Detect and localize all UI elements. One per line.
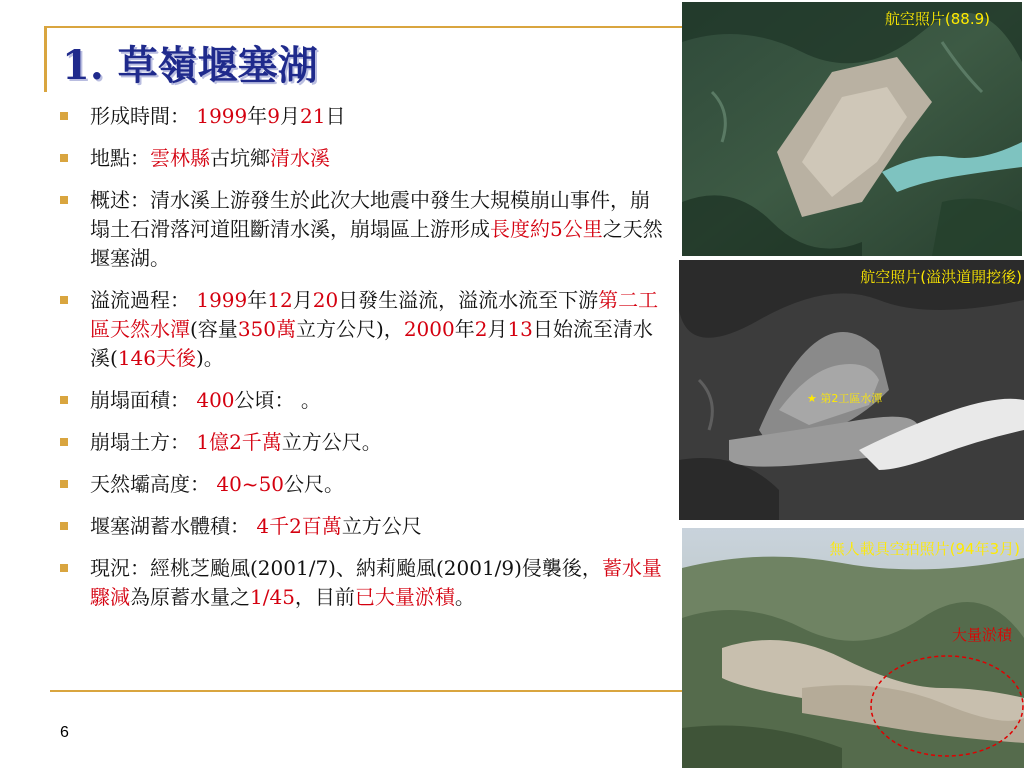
bullet-text: 形成時間： [90,104,197,128]
bullet-text: 現況：經桃芝颱風(2001/7)、納莉颱風(2001/9)侵襲後， [90,556,602,580]
highlight-text: 4千2百萬 [256,514,342,538]
aerial-photo-1999 [682,2,1022,256]
highlight-text: 350萬 [237,317,296,341]
bullet-square-icon [60,522,68,530]
bullet-text: 年 [247,104,268,128]
bullet-square-icon [60,296,68,304]
photo1-caption: 航空照片(88.9) [884,10,990,28]
highlight-text: 2 [474,317,488,341]
bullet-text: ，目前 [294,585,355,609]
bullet-text: 溢流過程： [90,288,197,312]
bullet-square-icon [60,438,68,446]
bullet-item [60,512,665,541]
bullet-item [60,386,665,415]
drone-photo-2005 [682,528,1024,768]
highlight-text: 雲林縣 [150,146,210,170]
bullet-text: 公尺。 [284,472,345,496]
highlight-text: 1/45 [250,585,295,609]
bullet-text: 月 [487,317,508,341]
bullet-item [60,554,665,612]
bullet-text: 古坑鄉 [210,146,270,170]
bullet-text: 為原蓄水量之 [130,585,250,609]
highlight-text: 1999 [196,104,248,128]
highlight-text: 1億2千萬 [196,430,282,454]
highlight-text: 第二工區天然水潭 [90,288,659,341]
bullet-list [60,102,665,625]
highlight-text: 2000 [403,317,455,341]
top-accent-line [44,26,684,28]
highlight-text: 13 [507,317,533,341]
bullet-text: 月 [292,288,313,312]
bullet-text: 地點： [90,146,150,170]
highlight-text: 12 [267,288,293,312]
bullet-item [60,286,665,373]
bullet-text: 日 [325,104,346,128]
highlight-text: 21 [300,104,326,128]
highlight-text: 清水溪 [270,146,330,170]
bullet-text: 公頃： 。 [234,388,321,412]
bullet-square-icon [60,154,68,162]
bullet-text: 日始流至清水溪( [90,317,653,370]
bullet-text: (容量 [190,317,238,341]
title-accent-bar [44,26,47,92]
aerial-photo-spillway [679,260,1024,520]
bullet-square-icon [60,396,68,404]
bullet-text: 年 [247,288,268,312]
bullet-text: 之天然堰塞湖。 [90,217,663,270]
highlight-text: 400 [196,388,235,412]
slide-title: 1. 草嶺堰塞湖 [62,42,318,89]
bullet-text: 堰塞湖蓄水體積： [90,514,257,538]
bullet-text: 崩塌面積： [90,388,197,412]
highlight-text: 1999 [196,288,248,312]
bullet-text: 崩塌土方： [90,430,197,454]
bullet-item [60,428,665,457]
drone-photo-2005-image [682,528,1024,768]
bullet-text: 日發生溢流，溢流水流至下游 [338,288,599,312]
bullet-text: 天然壩高度： [90,472,217,496]
photo3-caption: 無人載具空拍照片(94年3月) [829,540,1020,558]
bullet-item [60,186,665,273]
bullet-text: 立方公尺 [341,514,422,538]
highlight-text: 20 [312,288,339,312]
highlight-text: 蓄水量驟減 [90,556,662,609]
bullet-item [60,102,665,131]
highlight-text: 已大量淤積 [354,585,455,609]
photo3-annotation: 大量淤積 [951,626,1012,644]
bullet-text: 。 [454,585,475,609]
bottom-accent-line [50,690,684,692]
bullet-text: 月 [280,104,300,128]
bullet-text: )。 [196,346,224,370]
bullet-text: 立方公尺)， [296,317,404,341]
highlight-text: 9 [267,104,280,128]
bullet-item [60,470,665,499]
aerial-photo-1999-image [682,2,1022,256]
photo2-marker-label: ★ 第2工區水潭 [807,392,883,405]
highlight-text: 長度約5公里 [490,217,603,241]
highlight-text: 146天後 [117,346,196,370]
bullet-text: 概述：清水溪上游發生於此次大地震中發生大規模崩山事件，崩塌土石滑落河道阻斷清水溪，崩塌區上游形成 [90,188,650,241]
bullet-square-icon [60,112,68,120]
bullet-text: 年 [454,317,475,341]
bullet-item [60,144,665,173]
highlight-text: 40~50 [216,472,285,496]
bullet-square-icon [60,564,68,572]
bullet-text: 立方公尺。 [281,430,382,454]
bullet-square-icon [60,480,68,488]
bullet-square-icon [60,196,68,204]
photo2-caption: 航空照片(溢洪道開挖後) [860,268,1022,286]
page-number: 6 [60,724,69,741]
